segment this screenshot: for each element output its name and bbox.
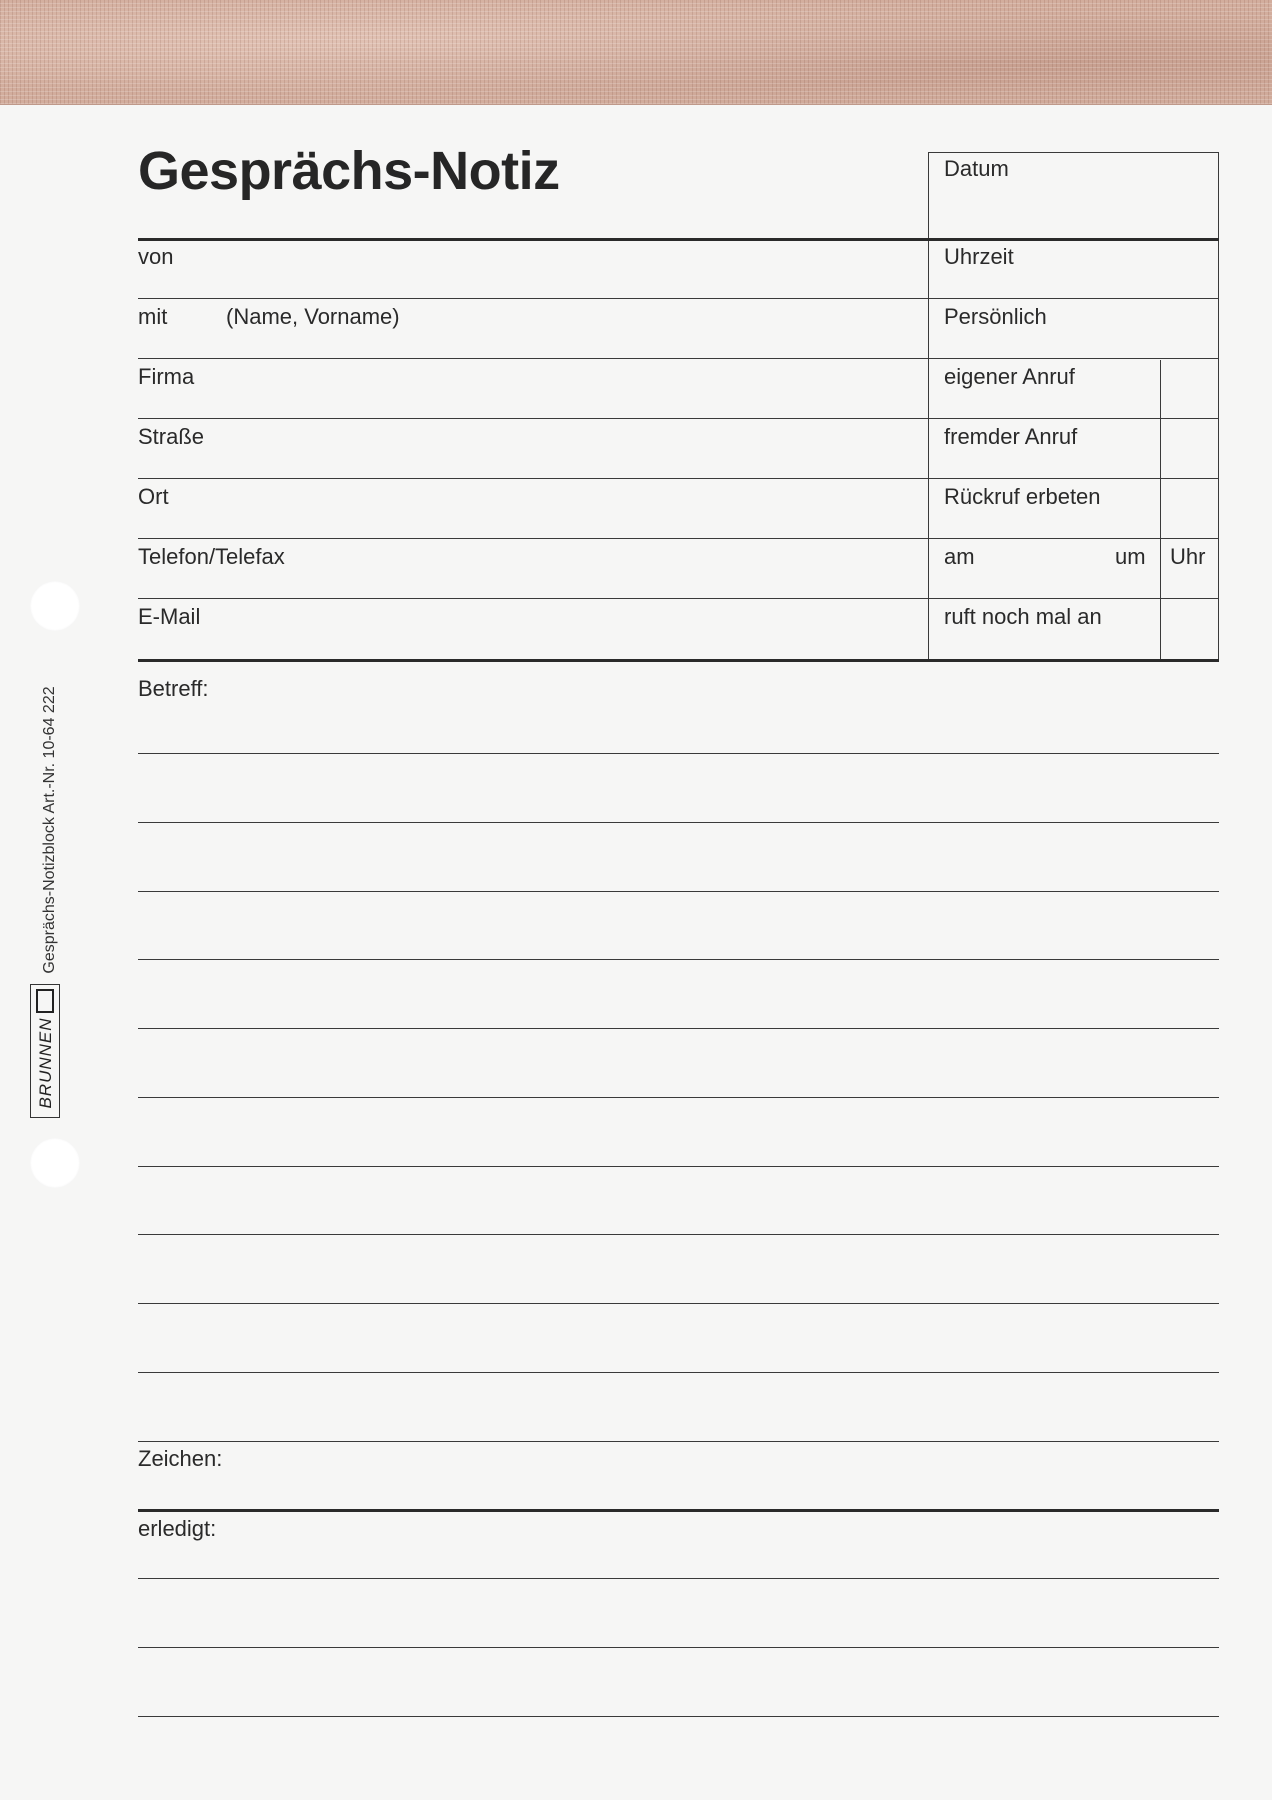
betreff-writing-line — [138, 1166, 1219, 1167]
label-von: von — [138, 244, 174, 269]
betreff-writing-line — [138, 822, 1219, 823]
punch-hole-bottom — [30, 1138, 80, 1188]
label-betreff: Betreff: — [138, 676, 209, 701]
checkbox-column-divider — [1160, 360, 1161, 660]
right-column-divider — [928, 152, 929, 660]
label-strasse: Straße — [138, 424, 205, 449]
betreff-writing-line — [138, 1303, 1219, 1304]
article-number-text: Gesprächs-Notizblock Art.-Nr. 10-64 222 — [41, 686, 58, 974]
punch-hole-top — [30, 581, 80, 631]
betreff-writing-line — [138, 1097, 1219, 1098]
header-rule-thick — [138, 238, 1219, 241]
label-ruft-noch-mal-an: ruft noch mal an — [944, 604, 1102, 629]
betreff-writing-line — [138, 1372, 1219, 1373]
label-erledigt: erledigt: — [138, 1516, 217, 1541]
betreff-writing-line — [138, 1028, 1219, 1029]
row-line-4 — [138, 478, 1219, 479]
brand-logo-text: BRUNNEN — [36, 1017, 55, 1109]
row-line-2 — [138, 358, 1219, 359]
datum-box-top-border — [928, 152, 1219, 153]
erledigt-writing-line — [138, 1578, 1219, 1579]
label-zeichen: Zeichen: — [138, 1446, 223, 1471]
row-line-5 — [138, 538, 1219, 539]
label-ort: Ort — [138, 484, 169, 509]
row-line-3 — [138, 418, 1219, 419]
betreff-writing-line — [138, 891, 1219, 892]
label-um: um — [1115, 544, 1146, 569]
row-line-1 — [138, 298, 1219, 299]
brand-mark-icon — [36, 989, 54, 1013]
right-outer-border — [1218, 152, 1219, 660]
table-bottom-rule-thick — [138, 659, 1219, 662]
betreff-writing-line — [138, 753, 1219, 754]
erledigt-writing-line — [138, 1716, 1219, 1717]
label-mit-hint: (Name, Vorname) — [226, 304, 400, 329]
label-rueckruf: Rückruf erbeten — [944, 484, 1101, 509]
zeichen-rule-thick — [138, 1509, 1219, 1512]
label-firma: Firma — [138, 364, 195, 389]
row-line-6 — [138, 598, 1219, 599]
label-uhr: Uhr — [1170, 544, 1206, 569]
label-mit: mit — [138, 304, 168, 329]
glued-binding-strip — [0, 0, 1272, 105]
brand-logo — [30, 984, 60, 1118]
betreff-writing-line — [138, 1234, 1219, 1235]
label-persoenlich: Persönlich — [944, 304, 1047, 329]
label-email: E-Mail — [138, 604, 201, 629]
form-title: Gesprächs-Notiz — [138, 141, 560, 201]
label-uhrzeit: Uhrzeit — [944, 244, 1014, 269]
label-telefon: Telefon/Telefax — [138, 544, 285, 569]
erledigt-writing-line — [138, 1647, 1219, 1648]
betreff-writing-line — [138, 1441, 1219, 1442]
label-fremder-anruf: fremder Anruf — [944, 424, 1078, 449]
betreff-writing-line — [138, 959, 1219, 960]
label-am: am — [944, 544, 975, 569]
label-eigener-anruf: eigener Anruf — [944, 364, 1075, 389]
label-datum: Datum — [944, 156, 1009, 181]
